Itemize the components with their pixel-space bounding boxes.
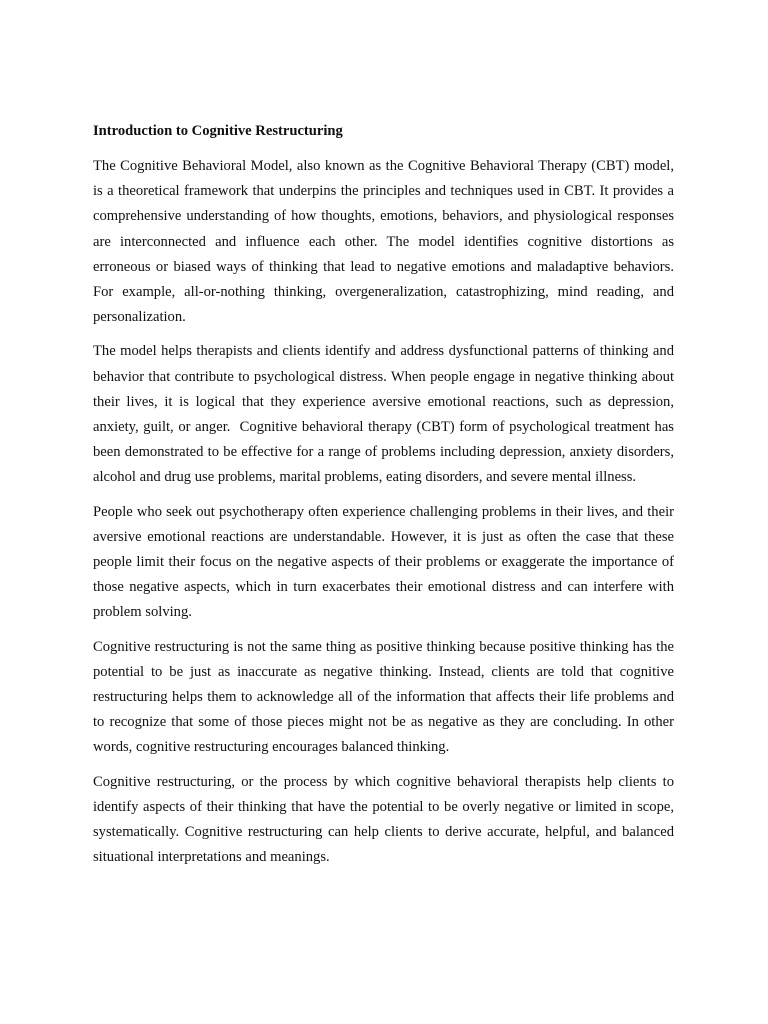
document-body [93,119,678,879]
paragraph-cbt-model: The Cognitive Behavioral Model, also known as the Cognitive Behavioral Therapy (CBT) model, is a theoretical framework that underpins the principles and techniques used in CBT. It provides a comprehensive understanding of how thoughts, emotions, behaviors, and physiological responses are interconnected and influence each other. The model identifies cognitive distortions as erroneous or biased ways of thinking that lead to negative emotions and maladaptive behaviors. For example, all-or-nothing thinking, overgeneralization, catastrophizing, mind reading, and personalization. [93,158,678,326]
paragraph-model-helps: The model helps therapists and clients identify and address dysfunctional patterns of thinking and behavior that contribute to psychological distress. When people engage in negative thinking about their lives, it is logical that they experience aversive emotional reactions, such as depression, anxiety, guilt, or anger. Cognitive behavioral therapy (CBT) form of psychological treatment has been demonstrated to be effective for a range of problems including depression, anxiety disorders, alcohol and drug use problems, marital problems, eating disorders, and severe mental illness. [93,343,678,486]
paragraph-psychotherapy: People who seek out psychotherapy often experience challenging problems in their lives, and their aversive emotional reactions are understandable. However, it is just as often the case that these people limit their focus on the negative aspects of their problems or exaggerate the importance of those negative aspects, which in turn exacerbates their emotional distress and can interfere with problem solving. [93,503,674,621]
paragraph-restructuring-process: Cognitive restructuring, or the process by which cognitive behavioral therapists help clients to identify aspects of their thinking that have the potential to be overly negative or limited in scope, systematically. Cognitive restructuring can help clients to derive accurate, helpful, and balanced situational interpretations and meanings. [93,773,674,866]
paragraph-not-positive-thinking: Cognitive restructuring is not the same thing as positive thinking because positive thinking has the potential to be just as inaccurate as negative thinking. Instead, clients are told that cognitive restructuring helps them to acknowledge all of the information that affects their life problems and to recognize that some of those pieces might not be as negative as they are concluding. In other words, cognitive restructuring encourages balanced thinking. [93,638,674,756]
document-title: Introduction to Cognitive Restructuring [93,123,343,139]
